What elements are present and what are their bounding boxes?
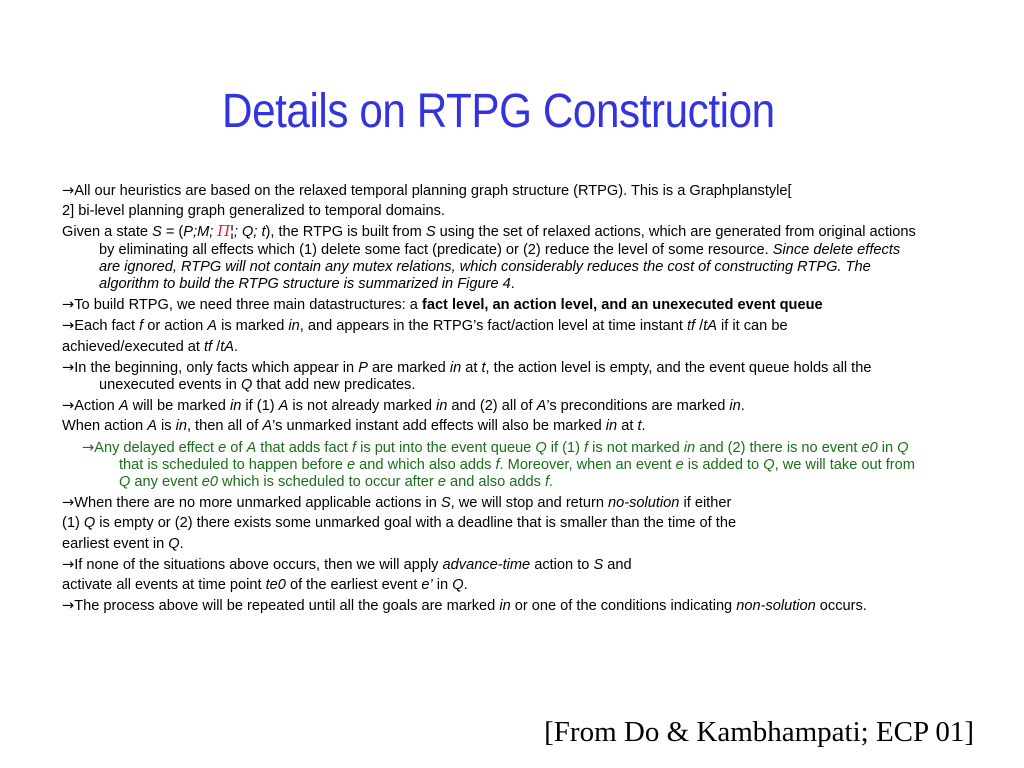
text-run: = ( [161, 224, 184, 241]
text-run: To build RTPG, we need three main datastructures: a [74, 297, 422, 314]
text-run: Q [119, 474, 131, 491]
text-run: A [207, 318, 218, 335]
text-run: f [584, 439, 589, 456]
text-run: Q [897, 439, 909, 456]
text-run: e0 [201, 474, 218, 491]
text-run: . [179, 535, 184, 552]
text-run: . Moreover, when an event [499, 456, 676, 473]
text-run: that add new predicates. [252, 377, 416, 394]
text-run: in [449, 359, 462, 376]
text-run: e [218, 439, 227, 456]
text-run: When there are no more unmarked applicable actions in [74, 495, 441, 512]
text-run: tA [220, 338, 234, 355]
arrow-icon: → [62, 555, 75, 573]
text-run: in [229, 398, 242, 415]
text-run: and (2) there is no event [695, 439, 862, 456]
text-run: (1) [62, 515, 84, 532]
text-run: . [740, 398, 745, 415]
text-run: non-solution [736, 598, 816, 615]
text-run: 2] bi-level planning graph generalized to temporal domains. [62, 203, 445, 220]
text-run: and [603, 556, 632, 573]
text-run: f [351, 439, 357, 456]
paragraph-14 [62, 556, 922, 574]
text-run: earliest event in [62, 535, 169, 552]
text-run: , then all of [186, 418, 263, 435]
text-run: t [637, 418, 642, 435]
paragraph-16 [62, 597, 922, 615]
paragraph-12 [62, 515, 922, 532]
text-run: e [437, 474, 446, 491]
paragraph-10 [62, 439, 922, 492]
text-run: in [175, 418, 187, 435]
arrow-icon: → [82, 438, 95, 456]
text-run: no-solution [608, 495, 680, 512]
text-run: is not already marked [288, 398, 437, 415]
text-run: in [499, 598, 511, 615]
text-run: fact level, an action level, and an unexecuted event queue [421, 297, 823, 314]
text-run: of [226, 439, 247, 456]
text-run: te0 [265, 577, 286, 594]
text-run: Q [763, 456, 775, 473]
arrow-icon: → [62, 358, 75, 376]
text-run: ’s unmarked instant add effects will also be marked [272, 418, 606, 435]
text-run: Q [452, 577, 464, 594]
text-run: will be marked [128, 398, 230, 415]
text-run: using the set of relaxed actions, which are generated from original actions by eliminating all effects which (1) delete some fact (predicate) or (2) reduce the level of some resource. [99, 224, 916, 258]
paragraph-15 [62, 577, 922, 594]
text-run: All our heuristics are based on the relaxed temporal planning graph structure (RTPG). This is a Graphplanstyle[ [74, 183, 792, 199]
text-run: occurs. [815, 598, 867, 615]
arrow-icon: → [62, 397, 75, 415]
text-run: of the earliest event [285, 577, 422, 594]
text-run: in [432, 577, 453, 594]
text-run: tf [686, 318, 696, 335]
text-run: or action [143, 318, 208, 335]
text-run: S [425, 224, 436, 241]
text-run: f [544, 474, 550, 491]
text-run: . [549, 474, 554, 491]
text-run: Q [168, 535, 180, 552]
text-run: . [463, 577, 468, 594]
pi-symbol: Π [217, 223, 231, 241]
text-run: . [510, 276, 515, 293]
arrow-icon: → [62, 317, 75, 335]
text-run: The process above will be repeated until all the goals are marked [74, 598, 500, 615]
text-run: if (1) [241, 398, 279, 415]
text-run: / [212, 338, 221, 355]
paragraph-6 [62, 339, 922, 356]
text-run: ’s preconditions are marked [546, 398, 730, 415]
text-run: Given a state [62, 224, 153, 241]
paragraph-1 [62, 182, 922, 200]
text-run: is [156, 418, 176, 435]
text-run: . [234, 338, 239, 355]
text-run: is put into the event queue [356, 439, 536, 456]
slide-body [62, 182, 922, 618]
paragraph-7 [62, 359, 922, 394]
citation: [From Do & Kambhampati; ECP 01] [544, 716, 974, 748]
paragraph-9 [62, 418, 922, 435]
text-run: and (2) all of [447, 398, 537, 415]
paragraph-3 [62, 223, 922, 293]
paragraph-5 [62, 317, 922, 335]
text-run: S [593, 556, 604, 573]
text-run: A [536, 398, 547, 415]
text-run: Q [83, 515, 96, 532]
text-run: action to [530, 556, 594, 573]
text-run: In the beginning, only facts which appear in [74, 359, 359, 376]
text-run: that adds fact [256, 439, 352, 456]
text-run: is not marked [588, 439, 684, 456]
text-run: in [605, 418, 618, 435]
text-run: in [729, 398, 741, 415]
arrow-icon: → [62, 296, 75, 314]
text-run: tf [203, 338, 213, 355]
text-run: P;M; [183, 224, 218, 241]
text-run: advance-time [442, 556, 531, 573]
text-run: in [436, 398, 448, 415]
text-run: are marked [367, 359, 450, 376]
paragraph-2 [62, 203, 922, 220]
text-run: A [278, 398, 289, 415]
text-run: , and appears in the RTPG’s fact/action level at time instant [299, 318, 687, 335]
paragraph-11 [62, 494, 922, 512]
text-run: any event [130, 474, 202, 491]
text-run: activate all events at time point [62, 577, 266, 594]
text-run: / [695, 318, 704, 335]
text-run: , the action level is empty, and the event queue holds all the unexecuted events in [99, 359, 872, 394]
text-run: is marked [217, 318, 289, 335]
text-run: Since delete effects are ignored, RTPG will not contain any mutex relations, which considerably reduces the cost of constructing RTPG. The algorithm to build the RTPG structure is summarized in Figure 4 [99, 241, 901, 293]
text-run: , we will stop and return [450, 495, 609, 512]
text-run: or one of the conditions indicating [510, 598, 737, 615]
text-run: If none of the situations above occurs, then we will apply [74, 556, 443, 573]
text-run: A [118, 398, 129, 415]
paragraph-4 [62, 296, 922, 314]
text-run: at [461, 359, 482, 376]
text-run: Q [535, 439, 547, 456]
text-run: e [347, 456, 356, 473]
text-run: ), the RTPG is built from [265, 224, 426, 241]
text-run: A [262, 418, 273, 435]
text-run: and which also adds [355, 456, 496, 473]
text-run: ; Q; t [233, 224, 266, 241]
paragraph-13 [62, 536, 922, 553]
text-run: if it can be [717, 318, 788, 335]
text-run: f [139, 318, 144, 335]
text-run: in [288, 318, 300, 335]
text-run: Any delayed effect [94, 439, 219, 456]
text-run: that is scheduled to happen before [119, 456, 347, 473]
text-run: and also adds [445, 474, 545, 491]
text-run: which is scheduled to occur after [218, 474, 438, 491]
paragraph-8 [62, 397, 922, 415]
text-run: t [481, 359, 486, 376]
text-run: if either [679, 495, 732, 512]
text-run: in [877, 439, 898, 456]
text-run: is added to [683, 456, 764, 473]
text-run: at [617, 418, 638, 435]
text-run: S [152, 224, 162, 241]
arrow-icon: → [62, 182, 75, 199]
text-run: A [147, 418, 157, 435]
text-run: e [675, 456, 684, 473]
arrow-icon: → [62, 494, 75, 512]
text-run: e’ [421, 577, 433, 594]
text-run: achieved/executed at [62, 338, 204, 355]
text-run: e0 [861, 439, 878, 456]
text-run: if (1) [546, 439, 585, 456]
text-run: in [683, 439, 696, 456]
text-run: . [641, 418, 646, 435]
text-run: ¦ [230, 224, 234, 241]
slide-title: Details on RTPG Construction [222, 85, 775, 138]
text-run: Each fact [74, 318, 140, 335]
text-run: P [358, 359, 368, 376]
text-run: tA [703, 318, 717, 335]
text-run: , we will take out from [774, 456, 915, 473]
text-run: is empty or (2) there exists some unmarked goal with a deadline that is smaller than the time of the [95, 515, 737, 532]
text-run: Action [74, 398, 119, 415]
text-run: A [246, 439, 257, 456]
text-run: f [495, 456, 500, 473]
text-run: When action [62, 418, 148, 435]
text-run: Q [240, 377, 253, 394]
text-run: S [440, 495, 451, 512]
arrow-icon: → [62, 597, 75, 615]
